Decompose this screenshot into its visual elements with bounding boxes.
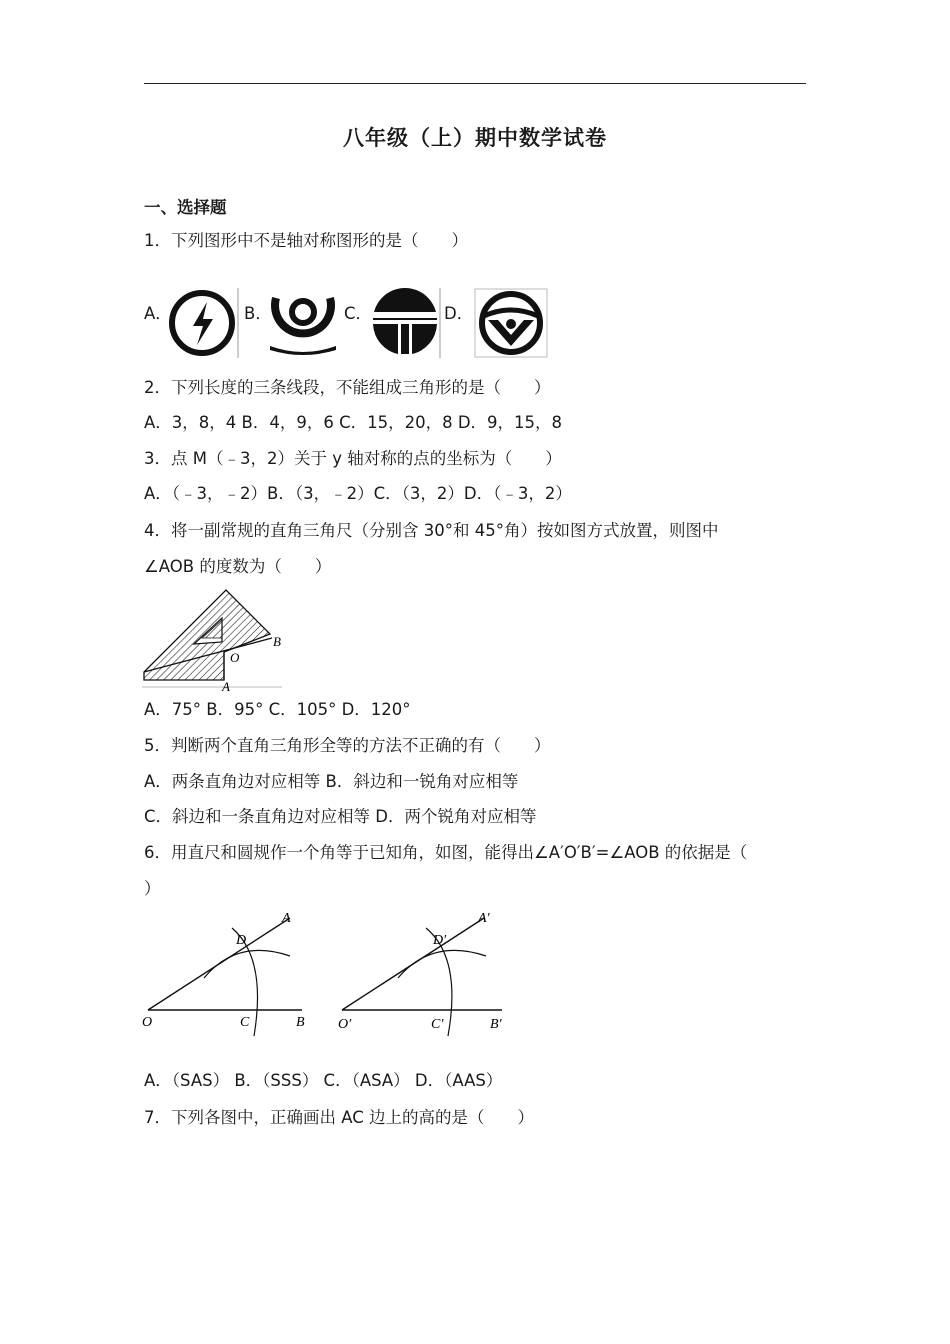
lightning-circle-icon <box>166 288 240 358</box>
section-heading: 一、选择题 <box>144 198 227 217</box>
q1-option-c-label: C． <box>344 304 373 323</box>
q6-f2-label-o: O′ <box>338 1017 352 1032</box>
half-disc-icon <box>368 288 442 358</box>
q6-f1-label-a: A <box>282 911 291 926</box>
question-6-stem-line1: 6．用直尺和圆规作一个角等于已知角，如图，能得出∠A′O′B′=∠AOB 的依据是（ <box>144 843 748 862</box>
question-7-stem: 7．下列各图中，正确画出 AC 边上的高的是（ ） <box>144 1108 535 1127</box>
q6-f2-label-a: A′ <box>478 911 490 926</box>
question-4-options: A．75° B．95° C．105° D．120° <box>144 700 411 719</box>
q6-construction-figures <box>142 908 522 1038</box>
q4-triangle-figure <box>142 588 287 692</box>
question-2-options: A．3，8，4 B．4，9，6 C．15，20，8 D．9，15，8 <box>144 413 563 432</box>
question-5-stem: 5．判断两个直角三角形全等的方法不正确的有（ ） <box>144 736 551 755</box>
question-4-stem-line2: ∠AOB 的度数为（ ） <box>144 557 332 576</box>
question-3-options: A．（﹣3，﹣2）B．（3，﹣2）C．（3，2）D．（﹣3，2） <box>144 484 572 503</box>
q4-label-b: B <box>273 634 281 649</box>
ring-cup-icon <box>264 288 342 358</box>
q6-f1-label-c: C <box>240 1015 250 1030</box>
q6-f2-label-d: D′ <box>433 933 447 948</box>
q6-figure-copy <box>338 911 503 1036</box>
q6-f2-label-b: B′ <box>490 1017 502 1032</box>
q6-f2-label-c: C′ <box>431 1017 444 1032</box>
q1-option-b-label: B． <box>244 304 272 323</box>
q1-option-a-label: A． <box>144 304 172 323</box>
q1-option-d-label: D． <box>444 304 474 323</box>
q4-label-a: A <box>222 679 230 692</box>
q4-label-o: O <box>230 650 240 665</box>
question-1-stem: 1．下列图形中不是轴对称图形的是（ ） <box>144 231 468 250</box>
q6-f1-label-d: D <box>236 933 247 948</box>
question-6-options: A．（SAS） B．（SSS） C．（ASA） D．（AAS） <box>144 1071 503 1090</box>
page-title: 八年级（上）期中数学试卷 <box>343 126 607 150</box>
v-ring-icon <box>474 288 548 358</box>
q6-figure-original <box>142 911 305 1036</box>
question-3-stem: 3．点 M（﹣3，2）关于 y 轴对称的点的坐标为（ ） <box>144 449 562 468</box>
header-rule <box>144 83 806 84</box>
question-5-options-line2: C．斜边和一条直角边对应相等 D．两个锐角对应相等 <box>144 807 537 826</box>
q6-f1-label-o: O <box>142 1015 153 1030</box>
question-6-stem-line2: ） <box>144 879 161 898</box>
question-5-options-line1: A．两条直角边对应相等 B．斜边和一锐角对应相等 <box>144 772 519 791</box>
q6-f1-label-b: B <box>296 1015 305 1030</box>
question-4-stem-line1: 4．将一副常规的直角三角尺（分别含 30°和 45°角）按如图方式放置，则图中 <box>144 521 719 540</box>
question-2-stem: 2．下列长度的三条线段，不能组成三角形的是（ ） <box>144 378 551 397</box>
